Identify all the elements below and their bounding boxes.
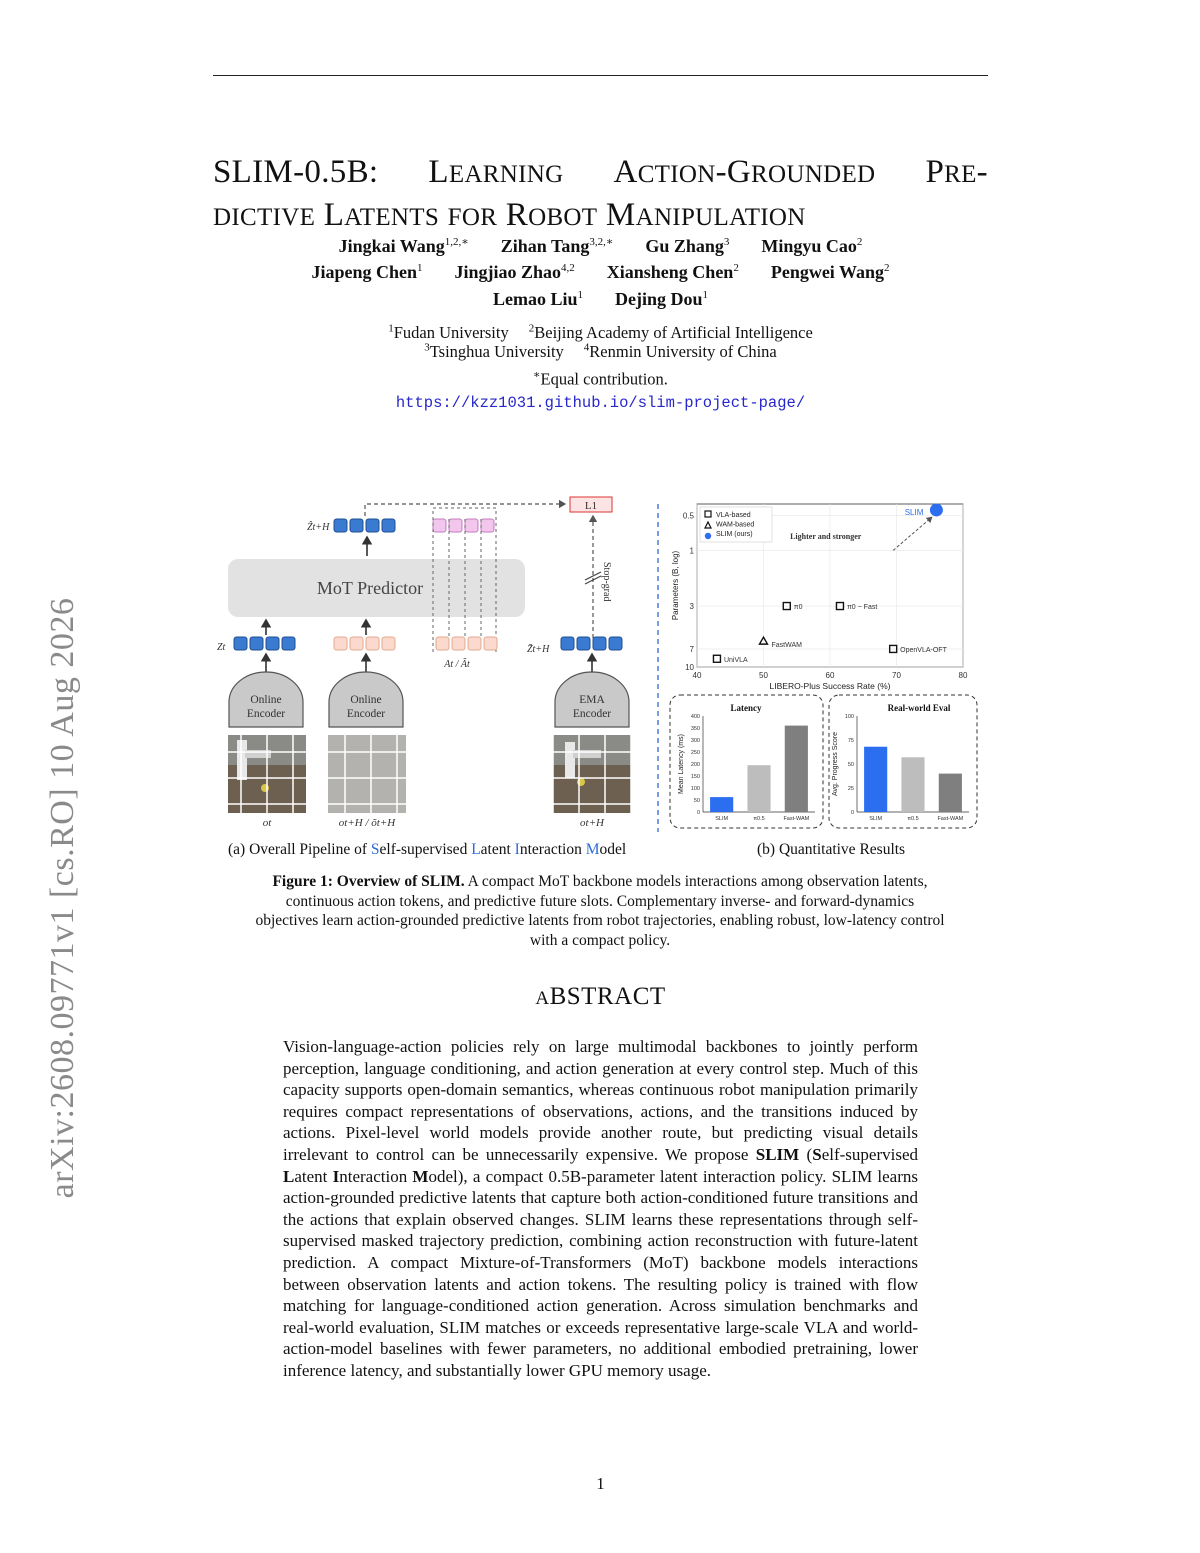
legend-marker-circle [705,533,711,539]
z-hat-label: Ẑt+H [307,522,330,533]
title-word: FOR [447,204,498,231]
scatter-y-tick: 3 [689,602,694,612]
bar-y-tick: 0 [850,810,854,816]
bar [864,747,887,812]
author-name: Jiapeng Chen$^1$ [311,262,423,282]
bar-y-tick: 300 [690,738,700,744]
author-name: Gu Zhang$^3$ [645,236,730,256]
action-tokens [436,637,497,650]
arxiv-stamp: arXiv:2608.09771v1 [cs.RO] 10 Aug 2026 [44,597,81,1199]
obs-label-t-plus-h: ot+H [580,817,604,829]
author-name: Dejing Dou$^1$ [615,289,709,309]
legend-entry: WAM-based [716,521,755,529]
bar-chart-title: Real-world Eval [887,703,951,713]
scatter-y-tick: 10 [685,663,694,672]
author-affiliation-mark: 1 [702,289,709,301]
observation-image-t-plus-h [553,735,631,813]
scatter-point-label: UniVLA [723,656,748,664]
affiliations-row-2 [213,341,988,362]
bar-category-label: Fast-WAM [783,816,810,822]
stop-grad-label: Stop-grad [601,562,612,602]
author-name: Zihan Tang$^{3,2,∗}$ [500,236,614,256]
author-affiliation-mark: 1 [577,289,583,301]
affiliation: $^4$Renmin University of China [583,341,777,361]
online-encoder-1 [229,672,303,727]
bar-y-tick: 50 [693,798,700,804]
bar-y-tick: 100 [690,786,700,792]
bar [939,774,962,812]
author-affiliation-mark: 2 [884,262,890,274]
scatter-point-label: π0 − Fast [846,604,878,612]
bar-category-label: SLIM [869,816,883,822]
title-word: LEARNING [428,154,564,190]
affiliation: $^3$Tsinghua University [424,341,564,361]
subcaption-b: (b) Quantitative Results [757,841,906,858]
bar-y-tick: 200 [690,762,700,768]
paper-title [213,152,988,238]
abstract-heading: ABSTRACT [535,983,666,1010]
bar [710,797,733,812]
bar-chart-title: Latency [730,703,762,713]
z-bar-tokens [561,637,622,650]
lighter-arrow [893,517,932,550]
scatter-x-tick: 80 [958,671,968,680]
title-line-1 [213,152,988,195]
action-token-label: At / Ãt [444,659,470,670]
svg-text:OnlineEncoder: Online Encoder [346,694,386,720]
scatter-point-label: FastWAM [771,642,802,650]
author-affiliation-mark: 3 [723,236,730,248]
pipeline-diagram [217,497,631,829]
z-t-tokens [234,637,295,650]
bar-y-label: Mean Latency (ms) [678,734,685,794]
figure-1 [215,492,990,837]
scatter-x-tick: 40 [692,671,702,680]
title-word: PRE- [925,154,988,190]
obs-label-masked: ot+H / õt+H [338,817,396,829]
abstract-slim-bold: SLIM [755,1144,800,1164]
author-affiliation-mark: 4,2 [561,262,575,274]
l1-label: L1 [584,500,598,512]
bar-y-tick: 75 [847,738,854,744]
scatter-annotation: Lighter and stronger [790,532,862,542]
scatter-y-tick: 1 [689,546,694,556]
bar-y-tick: 250 [690,750,700,756]
subcaption-a: (a) Overall Pipeline of Self-supervised Latent Interaction Model [228,841,627,858]
figure-caption [255,872,945,950]
scatter-point-label: SLIM [904,507,924,517]
figure-caption-label: Figure 1: [272,873,333,890]
author-name: Jingkai Wang$^{1,2,∗}$ [338,236,469,256]
abstract-body: Vision-language-action policies rely on large multimodal backbones to jointly perform perception, language conditioning, and action generation at every control step. Much of this capacity supports open-domain semantics, whereas continuous robot manipulation primarily requires compact representations of observations, actions, and the transitions induced by actions. Pixel-level world models provide another route, but predicting visual details irrelevant to control can be unnecessarily expensive. We propose SLIM (Self-supervised Latent Interaction Model), a compact 0.5B-parameter latent interaction policy. SLIM learns action-grounded predictive latents that capture both action-conditioned future transitions and the actions that explain observed changes. SLIM learns these representations through self-supervised masked trajectory prediction, combining action reconstruction with future-latent prediction. A compact Mixture-of-Transformers (MoT) backbone models interactions between observation latents and action tokens. The resulting policy is trained with flow matching for language-conditioned action generation. Across simulation benchmarks and real-world evaluation, SLIM matches or exceeds representative large-scale VLA and world-action-model baselines with fewer parameters, no additional embodied pretraining, lower inference latency, and substantially lower GPU memory usage. [283,1037,919,1380]
scatter-y-tick: 0.5 [682,511,694,521]
bar [901,757,924,812]
title-word: DICTIVE [213,204,316,231]
bar-category-label: SLIM [715,816,729,822]
figure-caption-bold: Overview of SLIM. [336,873,465,890]
title-word: ROBOT [505,197,598,233]
scatter-point-label: OpenVLA-OFT [900,646,947,654]
bar-category-label: Fast-WAM [937,816,964,822]
scatter-x-tick: 60 [825,671,835,680]
author-name: Jingjiao Zhao$^{4,2}$ [454,262,575,282]
legend-entry: VLA-based [716,512,751,519]
bar-y-tick: 0 [696,810,700,816]
latency-bar-chart [678,703,815,822]
bar-y-label: Avg. Progress Score [832,731,839,797]
author-name: Xiansheng Chen$^2$ [606,262,739,282]
author-affiliation-mark: 2 [733,262,739,274]
bar-y-tick: 350 [690,726,700,732]
scatter-x-tick: 50 [759,671,768,680]
bar-y-tick: 50 [847,762,854,768]
z-hat-tokens [334,519,395,532]
observation-image-masked [328,735,406,813]
online-encoder-2 [329,672,403,727]
title-word: SLIM-0.5B: [213,154,379,190]
author-name: Lemao Liu$^1$ [492,289,583,309]
authors-row-2 [213,262,988,283]
z-t-label: Zt [217,642,226,653]
scatter-y-tick: 7 [689,644,694,654]
bar [785,726,808,812]
masked-obs-tokens [334,637,395,650]
mot-predictor-label: MoT Predictor [316,578,424,598]
svg-text:OnlineEncoder: Online Encoder [246,694,286,720]
equal-contribution-note: ∗Equal contribution. [533,369,668,389]
title-word: LATENTS [323,197,440,233]
ema-encoder [555,672,629,727]
authors-row-1 [213,235,988,257]
author-name: Mingyu Cao$^2$ [761,236,863,256]
author-affiliation-mark: 2 [856,236,863,248]
scatter-point-label: π0 [793,604,803,612]
page-number: 1 [596,1474,605,1493]
affiliation: $^1$Fudan University [388,322,509,342]
bar-category-label: π0.5 [907,816,919,822]
title-line-2 [213,195,988,238]
bar-category-label: π0.5 [753,816,765,822]
observation-image-t [228,735,306,813]
scatter-legend [700,507,772,542]
realworld-bar-chart [832,703,969,822]
bar [747,765,770,812]
author-name: Pengwei Wang$^2$ [770,262,890,282]
authors-row-3 [213,289,988,310]
legend-entry: SLIM (ours) [716,531,753,538]
author-affiliation-mark: 1,2,∗ [444,236,469,248]
affiliations-row-1 [213,322,988,343]
svg-text:EMAEncoder: EMA Encoder [572,694,612,720]
scatter-point-vla [713,655,720,662]
figure-caption-text: A compact MoT backbone models interactions among observation latents, continuous action tokens, and predictive future slots. Complementary inverse- and forward-dynamics objectives learn action-grounded predictive latents from robot trajectories, enabling robust, low-latency control with a compact policy. [255,873,945,949]
project-url-link[interactable]: https://kzz1031.github.io/slim-project-page/ [395,394,806,412]
bar-y-tick: 400 [690,714,700,720]
scatter-chart [671,503,968,691]
scatter-point-slim [930,503,943,516]
scatter-x-tick: 70 [892,671,901,680]
author-affiliation-mark: 3,2,∗ [589,236,614,248]
bar-y-tick: 25 [847,786,854,792]
title-word: ACTION-GROUNDED [613,154,876,190]
obs-label-t: ot [262,817,272,829]
bar-y-tick: 150 [690,774,700,780]
title-word: MANIPULATION [605,197,806,233]
author-affiliation-mark: 1 [417,262,423,274]
scatter-y-label: Parameters (B, log) [671,550,680,621]
future-slot-tokens [433,519,494,532]
z-bar-label: Z̄t+H [527,644,550,655]
affiliation: $^2$Beijing Academy of Artificial Intelligence [528,322,813,342]
bar-y-tick: 100 [844,714,854,720]
scatter-x-label: LIBERO-Plus Success Rate (%) [769,681,891,691]
header-rule [213,75,988,76]
